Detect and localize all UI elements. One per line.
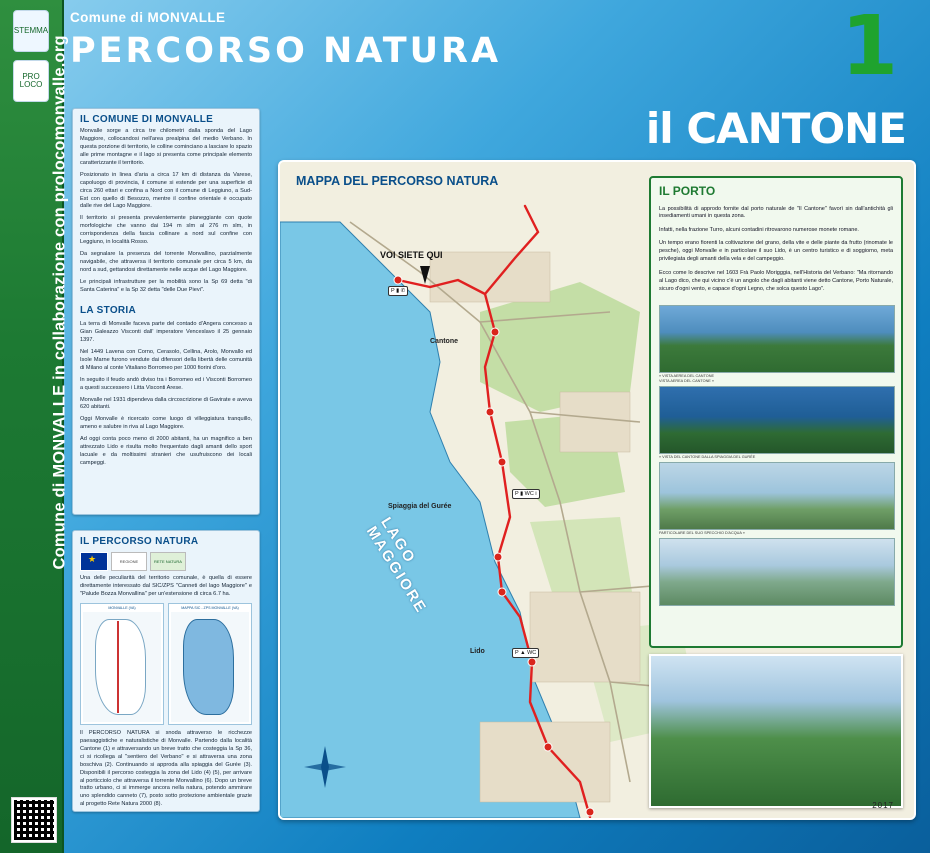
qr-code-icon[interactable] [11, 797, 57, 843]
paragraph: In seguito il feudo andò diviso tra i Borromeo ed i Visconti Borromeo a questi successero i Litta Visconti Arese. [80, 376, 252, 391]
paragraph: Da segnalare la presenza del torrente Monvallino, parzialmente navigabile, che attraversa il territorio comunale per circa 5 km, da nord a sud, gettandosi direttamente nelle acque del Lago Maggiore. [80, 251, 252, 273]
photo-panorama-large [649, 654, 903, 808]
percorso-legend: Il PERCORSO NATURA si snoda attraverso le ricchezze paesaggistiche e naturalistiche di Monvalle. Partendo dalla località Cantone (1) e attraversando un breve tratto che costeggia la Sp 36, ci si ricollega al "sentiero del Verbano" e si attraversa una zona boschiva (2). Continuando si approda alla spiaggia del Gurée (3). Disponibili il percorso costeggia la zona del Lido (4) (5), per arrivare al porticciolo che attraversa il torrente Monvallino (6). Dopo un breve tratto urbano, ci si immerge ancora nella natura, potendo ammirare uno splendido canneto (7), posto sotto protezione ambientale grazie al progetto Rete Natura 2000 (8). [80, 729, 252, 808]
panel-porto [649, 176, 903, 648]
sidebar-vertical-credit: Comune di MONVALLE in collaborazione con prolocomonvalle.org [50, 35, 69, 570]
photo-cantone-from-guree [659, 462, 895, 530]
panel-porto-body [651, 206, 901, 294]
minimap-right-graphic [171, 612, 249, 722]
paragraph: Il territorio si presenta prevalentemente pianeggiante con quote morfologiche che vanno dai 194 m slm al 276 m slm, in corrispondenza della fascia collinare a nord sul confine con Leggiuno, in località Rosso. [80, 215, 252, 246]
panel-porto-title: IL PORTO [659, 184, 716, 198]
paragraph: Monvalle nel 1931 dipendeva dalla circoscrizione di Gavirate e aveva 620 abitanti. [80, 396, 252, 411]
paragraph: Posizionato in linea d'aria a circa 17 km di distanza da Varese, capoluogo di provincia, il comune si estende per una superficie di circa 260 ettari e confina a Nord con il comune di Leggiuno, a Sud-Est con quello di Besozzo, mentre il confine orientale è occupato dalle rive del Lago Maggiore. [80, 171, 252, 210]
paragraph: Ecco come lo descrive nel 1603 Frà Paolo Morigggia, nell'Historia del Verbano: "Ma ritornando al Lago dico, che qui vicino c'è un angolo che dagli abitanti viene detto Cantone, Porto Naturale, sicuro d'ogni vento, e capace d'ogni Legno, che solca questo Lago". [659, 269, 893, 292]
paragraph: Infatti, nella frazione Turro, alcuni contadini ritrovarono numerose monete romane. [659, 226, 859, 233]
header-comune: Comune di MONVALLE [70, 10, 226, 25]
photo-water-detail [659, 538, 895, 606]
eu-flag-icon [80, 552, 108, 571]
panel-percorso-natura [72, 530, 260, 812]
comune-crest-icon: STEMMA [13, 10, 49, 52]
logos-row [80, 552, 252, 571]
photo-caption: PARTICOLARE DEL SUO SPECCHIO D'ACQUA » [659, 531, 745, 536]
paragraph: La possibilità di approdo fornite dal porto naturale de "Il Cantone" favorì sin dall'antichità gli insediamenti umani in questa zona. [659, 205, 893, 220]
place-label-guree: Spiaggia del Gurée [388, 503, 452, 510]
panel-comune-body [73, 128, 259, 479]
place-label-lido: Lido [470, 648, 485, 655]
poster-header [70, 0, 920, 102]
map-title: MAPPA DEL PERCORSO NATURA [296, 174, 499, 188]
paragraph: La terra di Monvalle faceva parte del contado d'Angera concesso a Gian Galeazzo Visconti dall' imperatore Venceslavo il 25 gennaio 1397. [80, 321, 252, 343]
panel-comune-title: IL COMUNE DI MONVALLE [80, 114, 214, 125]
proloco-crest-icon: PRO LOCO [13, 60, 49, 102]
minimap-left-caption: MONVALLE (VA) [108, 605, 136, 610]
you-are-here-label: VOI SIETE QUI [380, 250, 443, 260]
place-label-cantone: Cantone [430, 338, 458, 345]
paragraph: Oggi Monvalle è ricercato come luogo di villeggiatura tranquillo, ameno e salubre in riva al Lago Maggiore. [80, 416, 252, 431]
you-are-here-arrow-icon [420, 266, 430, 284]
minimap-sic-zps [168, 603, 252, 725]
minimaps-row [80, 603, 252, 725]
panel-comune [72, 108, 260, 515]
panel-percorso-title: IL PERCORSO NATURA [80, 536, 199, 547]
left-side-band [0, 0, 69, 853]
year-label: 2017 [872, 801, 894, 810]
facility-badge-guree: P ▮ WC i [512, 489, 540, 499]
minimap-right-caption: MAPPA SIC - ZPS MONVALLE (VA) [181, 605, 239, 610]
facility-badge-lido: P ▲ WC [512, 648, 539, 658]
photo-caption: VISTA AEREA DEL CANTONE » [659, 379, 715, 384]
photo-cantone-aerial-1 [659, 305, 895, 373]
photo-caption: « VISTA DEL CANTONE DALLA SPIAGGIA DEL GURÉE [659, 455, 756, 460]
map-canvas [280, 162, 914, 818]
paragraph: Nel 1449 Lavena con Corno, Cerasolo, Cellina, Arolo, Monvallo ed Isole Marne furono vendute dai difensori della libertà delle comunità di Milano al conte Vitaliano Borromeo per 1000 fiorini d'oro. [80, 348, 252, 371]
photo-caption: « VISTA AEREA DEL CANTONE [659, 374, 715, 379]
photo-cantone-aerial-2 [659, 386, 895, 454]
paragraph: Un tempo erano fiorenti la coltivazione del grano, della vite e delle piante da frutto (rinomate le pesche), oggi Monvalle e in particolare il suo Lido, è un centro turistico e di soggiorno, meta privilegiata degli amanti della vela e del campeggio. [659, 240, 893, 263]
panel-percorso-body [73, 552, 259, 820]
minimap-left-graphic [83, 612, 161, 722]
region-logo-icon: REGIONE [111, 552, 147, 571]
paragraph: Monvalle sorge a circa tre chilometri dalla sponda del Lago Maggiore, collocandosi nell'area prealpina del medio Verbano. In questa porzione di territorio, le colline cominciano a lasciare lo spazio alle prime montagne e il lago si presenta come principale elemento caratterizzante il territorio. [80, 128, 252, 166]
minimap-monvalle [80, 603, 164, 725]
facility-badge-cantone: P ▮ ✆ [388, 286, 408, 296]
page-title: PERCORSO NATURA [70, 31, 502, 71]
paragraph: Una delle peculiarità del territorio comunale, è quella di essere direttamente interessato dal SIC/ZPS "Canneti del lago Maggiore" e "Palude Bozza Monvallina" per un'estensione di circa 6.7 ha. [80, 575, 252, 597]
compass-icon [302, 744, 348, 790]
lake-label: LAGO MAGGIORE [362, 514, 430, 617]
paragraph: Le principali infrastrutture per la mobilità sono la Sp 69 detta "di Santa Caterina" e la Sp 32 detta "delle Due Pievi". [80, 278, 252, 293]
paragraph: Ad oggi conta poco meno di 2000 abitanti, ha un magnifico a ben attrezzato Lido e risulta molto frequentato dagli amanti dello sport lacuale e da moltissimi stranieri che usufruiscono dei locali campeggi. [80, 436, 252, 467]
porto-photo-gallery [651, 299, 901, 606]
panel-storia-title: LA STORIA [80, 304, 137, 316]
map-area[interactable] [278, 160, 916, 820]
stage-number-badge: 1 [840, 0, 898, 94]
rete-natura-logo-icon: RETE NATURA [150, 552, 186, 571]
header-subtitle: il CANTONE [645, 104, 906, 153]
